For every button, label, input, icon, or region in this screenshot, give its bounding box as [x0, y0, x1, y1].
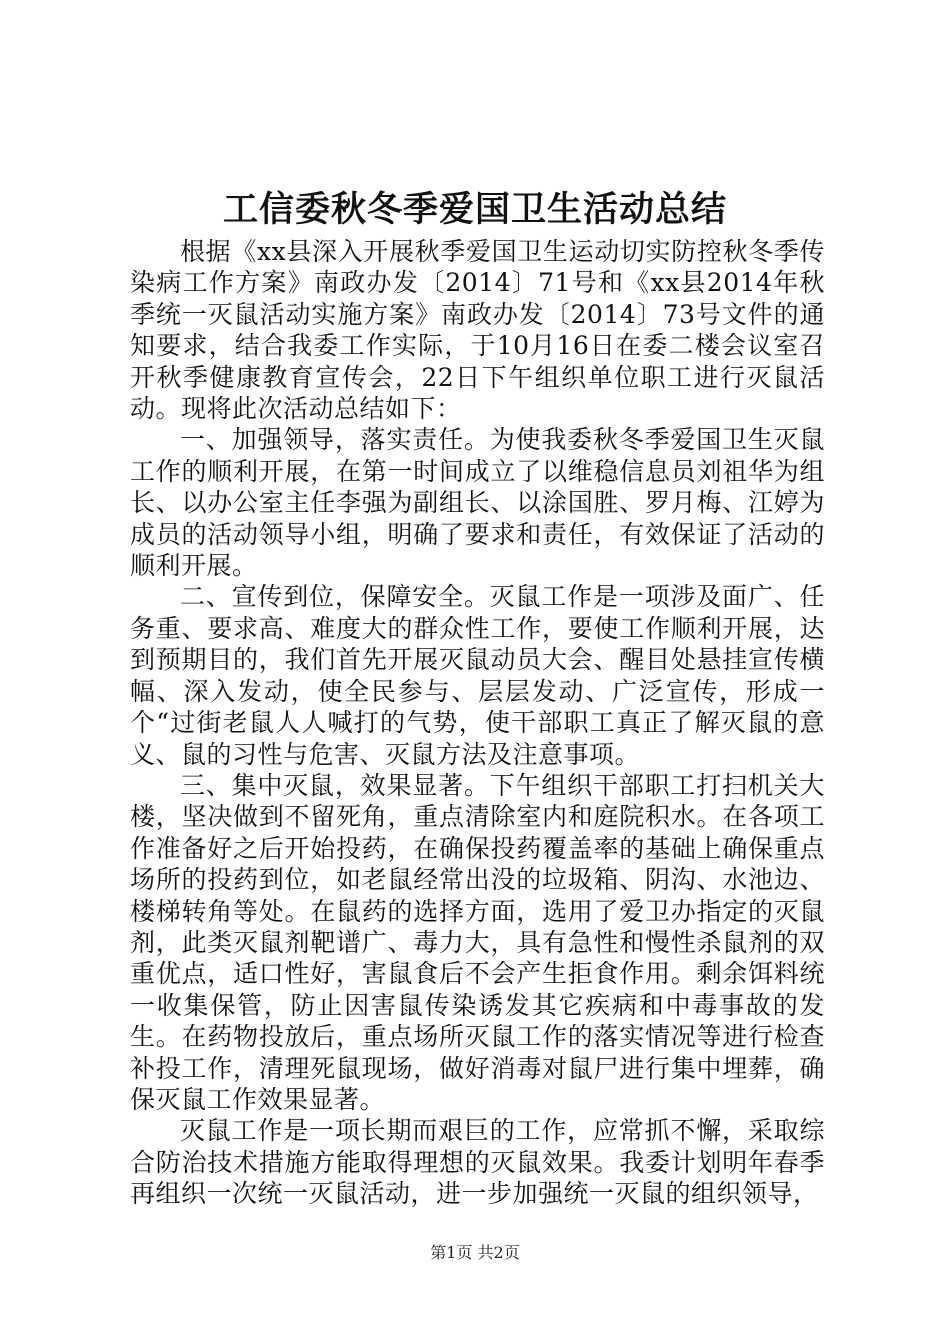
page-footer: 第1页 共2页: [430, 1243, 520, 1262]
paragraph-rodent-control: 三、集中灭鼠，效果显著。下午组织干部职工打扫机关大楼，坚决做到不留死角，重点清除室内和庭院积水。在各项工作准备好之后开始投药，在确保投药覆盖率的基础上确保重点场所的投药到位，如老鼠经常出没的垃圾箱、阴沟、水池边、楼梯转角等处。在鼠药的选择方面，选用了爱卫办指定的灭鼠剂，此类灭鼠剂靶谱广、毒力大，具有急性和慢性杀鼠剂的双重优点，适口性好，害鼠食后不会产生拒食作用。剩余饵料统一收集保管，防止因害鼠传染诱发其它疾病和中毒事故的发生。在药物投放后，重点场所灭鼠工作的落实情况等进行检查补投工作，清理死鼠现场，做好消毒对鼠尸进行集中埋葬，确保灭鼠工作效果显著。: [130, 770, 825, 1114]
paragraph-intro: 根据《xx县深入开展秋季爱国卫生运动切实防控秋冬季传染病工作方案》南政办发〔2014〕71号和《xx县2014年秋季统一灭鼠活动实施方案》南政办发〔2014〕73号文件的通知要求，结合我委工作实际，于10月16日在委二楼会议室召开秋季健康教育宣传会，22日下午组织单位职工进行灭鼠活动。现将此次活动总结如下：: [130, 237, 825, 424]
paragraph-leadership: 一、加强领导，落实责任。为使我委秋冬季爱国卫生灭鼠工作的顺利开展，在第一时间成立了以维稳信息员刘祖华为组长、以办公室主任李强为副组长、以涂国胜、罗月梅、江婷为成员的活动领导小组，明确了要求和责任，有效保证了活动的顺利开展。: [130, 425, 825, 581]
document-body: [130, 236, 825, 1210]
document-title: 工信委秋冬季爱国卫生活动总结: [222, 189, 727, 230]
paragraph-conclusion: 灭鼠工作是一项长期而艰巨的工作，应常抓不懈，采取综合防治技术措施方能取得理想的灭鼠效果。我委计划明年春季再组织一次统一灭鼠活动，进一步加强统一灭鼠的组织领导，: [130, 1116, 825, 1209]
paragraph-publicity: 二、宣传到位，保障安全。灭鼠工作是一项涉及面广、任务重、要求高、难度大的群众性工作，要使工作顺利开展，达到预期目的，我们首先开展灭鼠动员大会、醒目处悬挂宣传横幅、深入发动，使全民参与、层层发动、广泛宣传，形成一个“过街老鼠人人喊打的气势，使干部职工真正了解灭鼠的意义、鼠的习性与危害、灭鼠方法及注意事项。: [130, 582, 825, 769]
